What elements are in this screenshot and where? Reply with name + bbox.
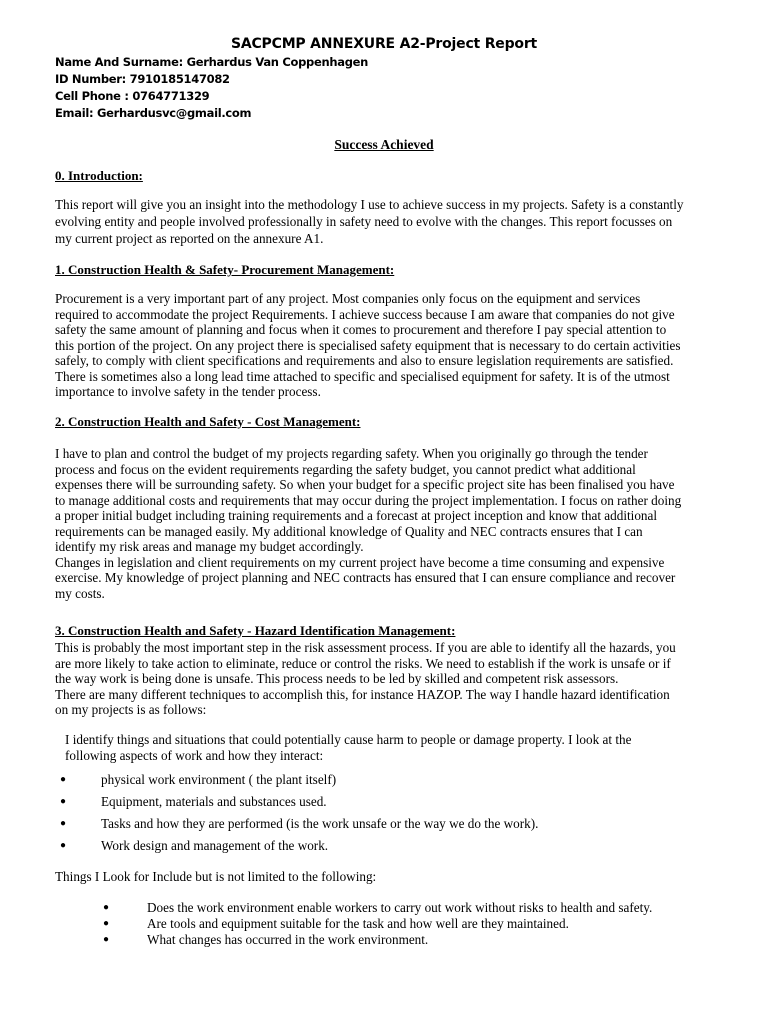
procurement-heading: 1. Construction Health & Safety- Procurement Management: <box>55 262 395 277</box>
text-line: following aspects of work and how they interact: <box>65 748 324 763</box>
bullet-icon: ● <box>60 796 67 807</box>
text-line: I have to plan and control the budget of my projects regarding safety. When you originally go through the tender <box>55 446 648 461</box>
text-line: process and focus on the evident requirements regarding the safety budget, you cannot predict what additional <box>55 461 636 477</box>
text-line: I identify things and situations that could potentially cause harm to people or damage property. I look at the <box>65 732 632 747</box>
text-line: There are many different techniques to accomplish this, for instance HAZOP. The way I handle hazard identification <box>55 686 670 702</box>
text-line: There is sometimes also a long lead time attached to specific and specialised equipment for safety. It is of the utmost <box>55 368 670 384</box>
text-line: are more likely to take action to eliminate, reduce or control the risks. We need to establish if the work is unsafe or if <box>55 655 671 671</box>
list-item-text: Are tools and equipment suitable for the task and how well are they maintained. <box>147 916 569 931</box>
list-item <box>100 932 740 948</box>
text-line: importance to involve safety in the tender process. <box>55 384 321 399</box>
bullet-icon: ● <box>60 818 67 829</box>
text-line: this portion of the project. On any project there is specialised safety equipment that is necessary to do certain activities <box>55 337 681 353</box>
list-item-text: physical work environment ( the plant itself) <box>101 772 337 787</box>
document-title: Success Achieved <box>334 137 434 152</box>
text-line: safety the same amount of planning and focus when it comes to procurement and therefore I pay special attention to <box>55 322 667 337</box>
text-line: safely, to comply with client specifications and requirements and also to ensure legislation requirements are satisfied. <box>55 353 674 368</box>
list-item <box>55 794 735 816</box>
text-line: Changes in legislation and client requirements on my current project have become a time consuming and expensive <box>55 554 665 570</box>
text-line: on my projects is as follows: <box>55 702 207 717</box>
report-title: SACPCMP ANNEXURE A2-Project Report <box>230 36 538 52</box>
bullet-icon: ● <box>103 934 110 945</box>
list-item-text: What changes has occurred in the work environment. <box>147 932 429 947</box>
list-item-text: Does the work environment enable workers to carry out work without risks to health and safety. <box>147 900 653 915</box>
list-item <box>100 916 740 932</box>
cell-line: Cell Phone : 0764771329 <box>55 89 210 103</box>
id-line: ID Number: 7910185147082 <box>55 72 230 86</box>
hazard-heading: 3. Construction Health and Safety - Hazard Identification Management: <box>55 623 456 638</box>
list-item <box>100 900 740 916</box>
list-item <box>55 772 735 794</box>
list-item-text: Equipment, materials and substances used. <box>101 794 327 809</box>
email-line: Email: Gerhardusvc@gmail.com <box>55 106 252 120</box>
bullet-icon: ● <box>60 840 67 851</box>
text-line: requirements can be managed easily. My additional knowledge of Quality and NEC contracts ensures that I can <box>55 523 643 539</box>
cost-paragraph <box>55 446 730 601</box>
text-line: to manage additional costs and requirements that may occur during the project implementation. I focus on rather doing <box>55 492 682 508</box>
procurement-paragraph <box>55 291 730 400</box>
things-intro: Things I Look for Include but is not limited to the following: <box>55 869 377 884</box>
intro-heading: 0. Introduction: <box>55 168 143 183</box>
hazard-paragraph <box>55 640 730 718</box>
text-line: my costs. <box>55 585 105 601</box>
text-line: exercise. My knowledge of project planning and NEC contracts has ensured that I can ensure compliance and recover <box>55 570 676 585</box>
text-line: my current project as reported on the annexure A1. <box>55 231 324 246</box>
list-item-text: Tasks and how they are performed (is the work unsafe or the way we do the work). <box>101 816 539 831</box>
list-item <box>55 838 735 860</box>
text-line: a proper initial budget including training requirements and a forecast at project inception and know that additional <box>55 508 658 523</box>
text-line: expenses there will be surrounding safety. So when your budget for a specific project site has been finalised you have <box>55 477 675 492</box>
bullet-icon: ● <box>103 902 110 913</box>
text-line: This is probably the most important step in the risk assessment process. If you are able to identify all the hazards, you <box>55 640 676 655</box>
text-line: required to accommodate the project Requirements. I achieve success because I am aware that companies do not give <box>55 306 675 322</box>
text-line: Procurement is a very important part of any project. Most companies only focus on the equipment and services <box>55 291 641 306</box>
text-line: identify my risk areas and manage my budget accordingly. <box>55 539 364 554</box>
considerations-list <box>100 900 740 948</box>
list-item <box>55 816 735 838</box>
bullet-icon: ● <box>60 774 67 785</box>
text-line: This report will give you an insight into the methodology I use to achieve success in my projects. Safety is a constantly <box>55 197 684 212</box>
aspects-list <box>55 772 735 860</box>
intro-paragraph <box>55 196 730 247</box>
text-line: evolving entity and people involved professionally in safety need to evolve with the changes. This report focusses on <box>55 214 673 229</box>
list-item-text: Work design and management of the work. <box>101 838 329 853</box>
bullet-icon: ● <box>103 918 110 929</box>
hazard-indent-paragraph <box>65 732 725 764</box>
name-line: Name And Surname: Gerhardus Van Coppenhagen <box>55 55 369 69</box>
cost-heading: 2. Construction Health and Safety - Cost Management: <box>55 414 361 429</box>
text-line: the way work is being done is unsafe. This process needs to be led by skilled and competent risk assessors. <box>55 671 619 686</box>
